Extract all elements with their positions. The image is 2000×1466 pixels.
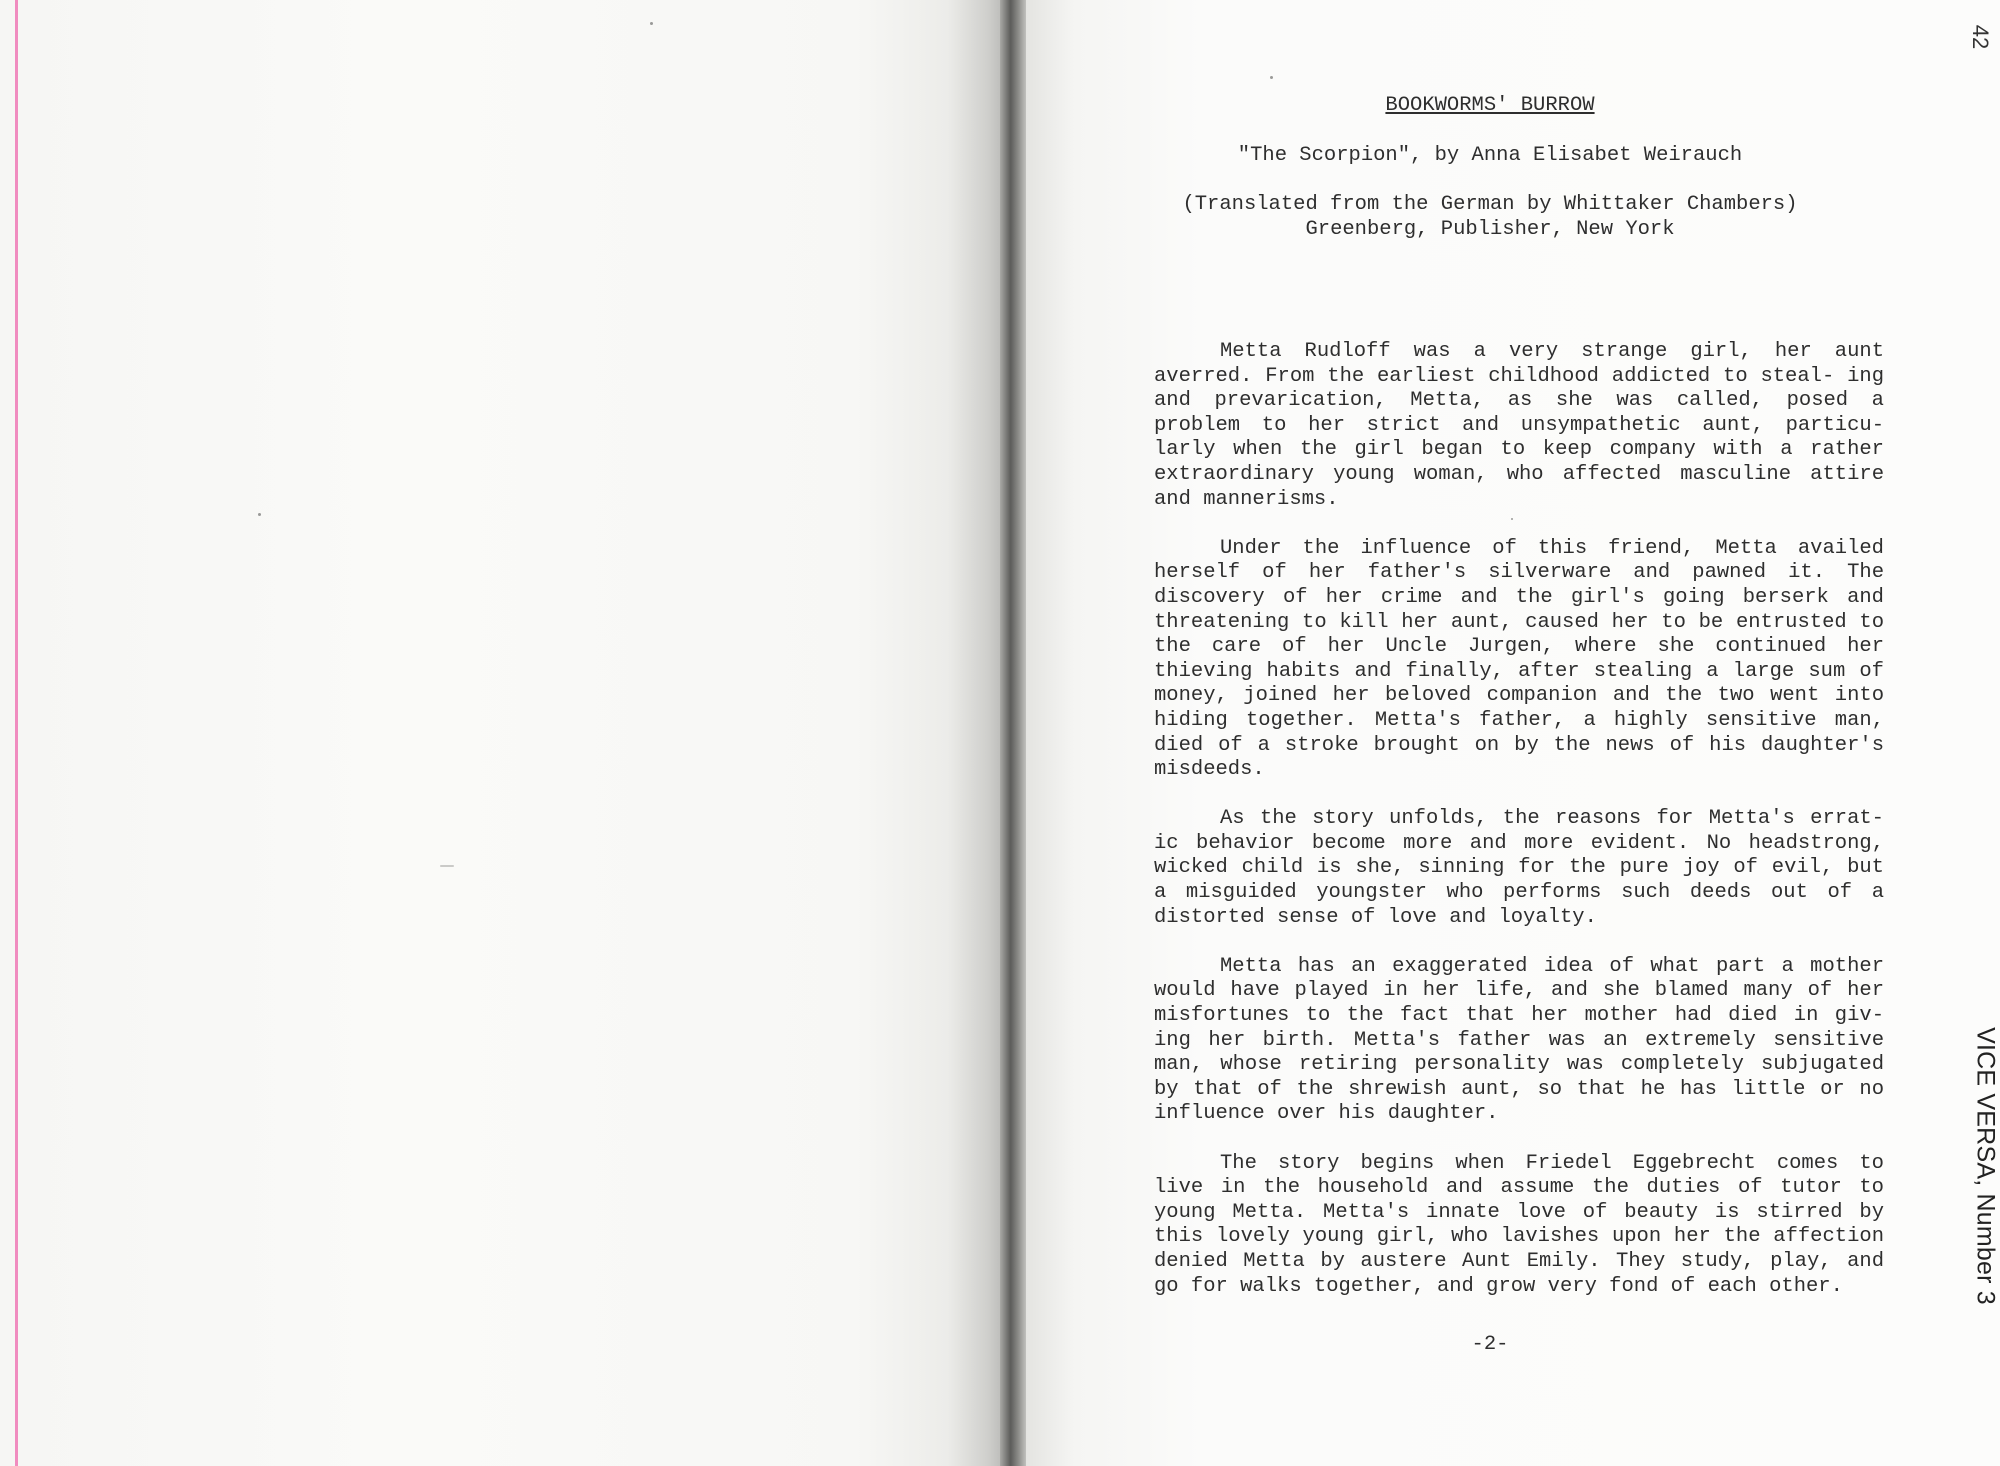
page-number: -2- <box>1471 1333 1509 1356</box>
side-caption: VICE VERSA, Number 3 <box>1971 1027 2000 1305</box>
paragraph: Metta Rudloff was a very strange girl, her aunt averred. From the earliest childhood addicted to steal- ing and prevarication, Metta, as she was called, posed a problem to her strict and unsympathetic aunt, particu- larly when the girl began to keep company with a rather extraordinary young woman, who affected masculine attire and mannerisms. <box>1154 340 1884 511</box>
paragraph: Metta has an exaggerated idea of what part a mother would have played in her life, and she blamed many of her misfortunes to the fact that her mother had died in giv- ing her birth. Metta's father was an extremely sensitive man, whose retiring personality was completely subjugated by that of the shrewish aunt, so that he has little or no influence over his daughter. <box>1154 954 1884 1126</box>
review-body <box>1154 340 1884 1324</box>
book-title-line: "The Scorpion", by Anna Elisabet Weirauch <box>1237 144 1743 167</box>
paragraph: The story begins when Friedel Eggebrecht comes to live in the household and assume the duties of tutor to young Metta. Metta's innate love of beauty is stirred by this lovely young girl, who lavishes upon her the affection denied Metta by austere Aunt Emily. They study, play, and go for walks together, and grow very fond of each other. <box>1154 1151 1884 1298</box>
paragraph: Under the influence of this friend, Metta availed herself of her father's silverware and pawned it. The discovery of her crime and the girl's going berserk and threatening to kill her aunt, caused her to be entrusted to the care of her Uncle Jurgen, where she continued her thieving habits and finally, after stealing a large sum of money, joined her beloved companion and the two went into hiding together. Metta's father, a highly sensitive man, died of a stroke brought on by the news of his daughter's misdeeds. <box>1154 536 1884 782</box>
paper-speck <box>650 22 653 25</box>
section-heading: BOOKWORMS' BURROW <box>1385 94 1595 117</box>
publisher-line: Greenberg, Publisher, New York <box>1305 218 1675 241</box>
page-edge-mark <box>15 0 18 1466</box>
paper-speck <box>258 513 261 516</box>
paper-speck <box>1270 76 1273 79</box>
paragraph: As the story unfolds, the reasons for Metta's errat- ic behavior become more and more evident. No headstrong, wicked child is she, sinning for the pure joy of evil, but a misguided youngster who performs such deeds out of a distorted sense of love and loyalty. <box>1154 807 1884 929</box>
folio-number: 42 <box>1968 24 1994 50</box>
paper-speck <box>440 865 454 867</box>
translator-line: (Translated from the German by Whittaker Chambers) <box>1182 193 1798 216</box>
